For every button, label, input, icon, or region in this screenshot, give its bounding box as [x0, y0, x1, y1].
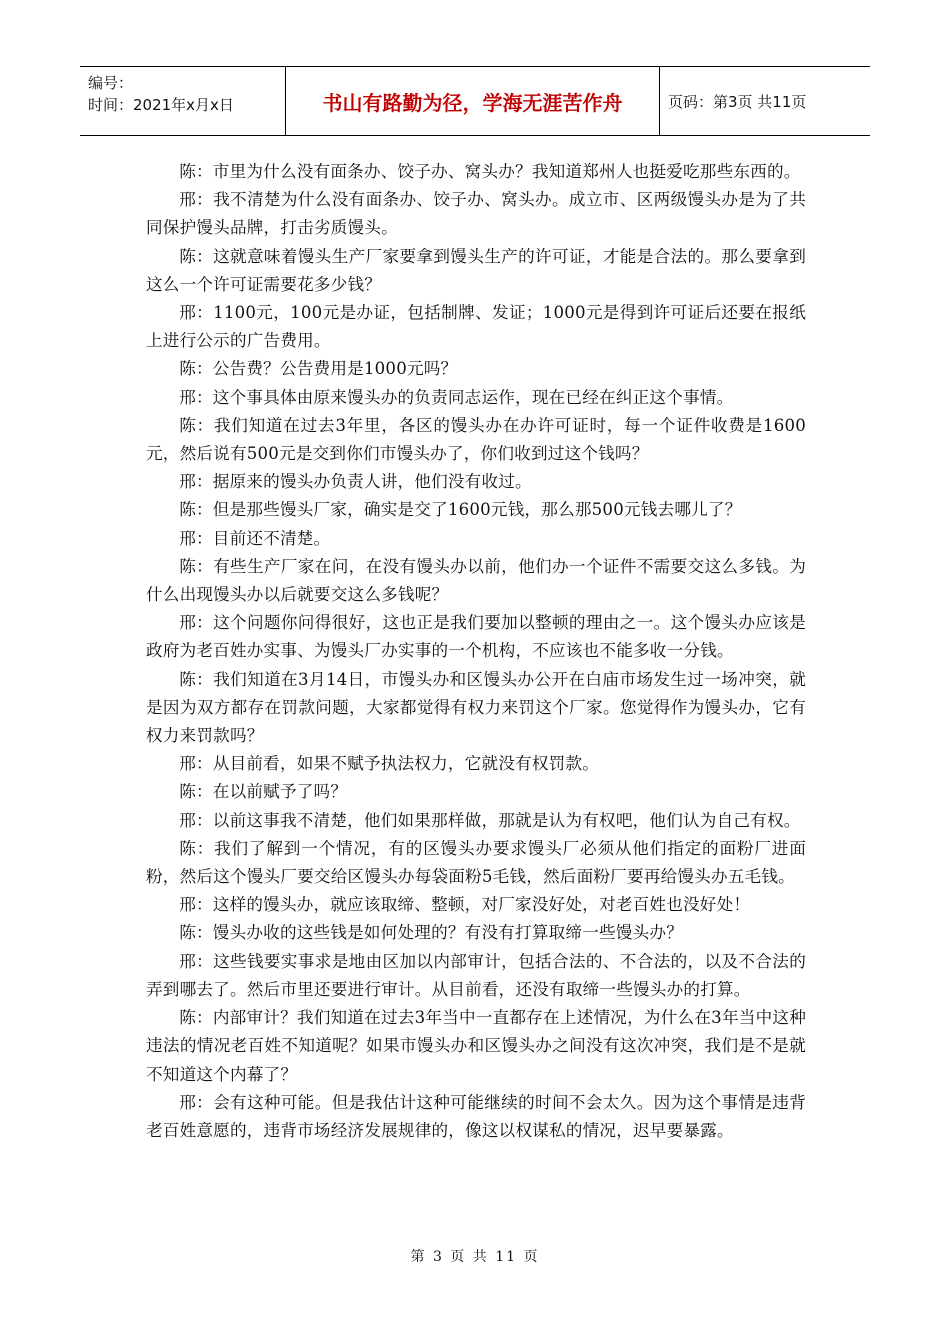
paragraph: 陈：市里为什么没有面条办、饺子办、窝头办？我知道郑州人也挺爱吃那些东西的。 [179, 162, 801, 181]
paragraph: 陈：馒头办收的这些钱是如何处理的？有没有打算取缔一些馒头办？ [179, 923, 683, 943]
footer-page-number: 第 3 页 共 11 页 [410, 1249, 540, 1265]
paragraph: 陈：在以前赋予了吗？ [179, 782, 348, 802]
paragraph: 陈：内部审计？我们知道在过去3年当中一直都存在上述情况，为什么在3年当中这种违法的情况老百姓不知道呢？如果市馒头办和区馒头办之间没有这次冲突，我们是不是就不知道这个内幕了？ [146, 1008, 806, 1084]
header-left-cell [80, 67, 285, 135]
paragraph: 邢：据原来的馒头办负责人讲，他们没有收过。 [179, 472, 532, 492]
paragraph: 邢：这些钱要实事求是地由区加以内部审计，包括合法的、不合法的，以及不合法的弄到哪去了。然后市里还要进行审计。从目前看，还没有取缔一些馒头办的打算。 [146, 951, 806, 999]
paragraph: 陈：有些生产厂家在问，在没有馒头办以前，他们办一个证件不需要交这么多钱。为什么出现馒头办以后就要交这么多钱呢？ [146, 556, 806, 605]
paragraph: 邢：以前这事我不清楚，他们如果那样做，那就是认为有权吧，他们认为自己有权。 [179, 810, 801, 830]
page-label: 页码：第3页 共11页 [668, 92, 807, 111]
page-header [80, 66, 870, 136]
serial-label: 编号： [88, 74, 134, 92]
header-motto-cell [285, 67, 660, 135]
paragraph: 邢：这样的馒头办，就应该取缔、整顿，对厂家没好处，对老百姓也没好处！ [179, 895, 751, 915]
paragraph: 陈：这就意味着馒头生产厂家要拿到馒头生产的许可证，才能是合法的。那么要拿到这么一个许可证需要花多少钱？ [146, 246, 806, 294]
header-right-cell [660, 67, 870, 135]
paragraph: 邢：目前还不清楚。 [179, 528, 331, 548]
paragraph: 陈：公告费？公告费用是1000元吗？ [179, 359, 458, 379]
page-footer [0, 1246, 950, 1266]
paragraph: 邢：这个事具体由原来馒头办的负责同志运作，现在已经在纠正这个事情。 [179, 387, 734, 407]
paragraph: 邢：会有这种可能。但是我估计这种可能继续的时间不会太久。因为这个事情是违背老百姓意愿的，违背市场经济发展规律的，像这以权谋私的情况，迟早要暴露。 [146, 1092, 806, 1140]
document-body [146, 158, 806, 1145]
paragraph: 陈：我们了解到一个情况，有的区馒头办要求馒头厂必须从他们指定的面粉厂进面粉，然后这个馒头厂要交给区馒头办每袋面粉5毛钱，然后面粉厂要再给馒头办五毛钱。 [146, 838, 806, 887]
motto-text: 书山有路勤为径，学海无涯苦作舟 [322, 90, 623, 115]
time-label: 时间：2021年x月x日 [88, 96, 234, 114]
paragraph: 陈：但是那些馒头厂家，确实是交了1600元钱，那么那500元钱去哪儿了？ [179, 500, 742, 520]
paragraph: 陈：我们知道在过去3年里，各区的馒头办在办许可证时，每一个证件收费是1600元，然后说有500元是交到你们市馒头办了，你们收到过这个钱吗？ [146, 415, 806, 464]
paragraph: 陈：我们知道在3月14日，市馒头办和区馒头办公开在白庙市场发生过一场冲突，就是因为双方都存在罚款问题，大家都觉得有权力来罚这个厂家。您觉得作为馒头办，它有权力来罚款吗？ [146, 669, 806, 746]
paragraph: 邢：1100元，100元是办证，包括制牌、发证；1000元是得到许可证后还要在报纸上进行公示的广告费用。 [146, 303, 806, 351]
paragraph: 邢：从目前看，如果不赋予执法权力，它就没有权罚款。 [179, 754, 600, 774]
paragraph: 邢：我不清楚为什么没有面条办、饺子办、窝头办。成立市、区两级馒头办是为了共同保护馒头品牌，打击劣质馒头。 [146, 190, 806, 238]
paragraph: 邢：这个问题你问得很好，这也正是我们要加以整顿的理由之一。这个馒头办应该是政府为老百姓办实事、为馒头厂办实事的一个机构，不应该也不能多收一分钱。 [146, 613, 806, 661]
